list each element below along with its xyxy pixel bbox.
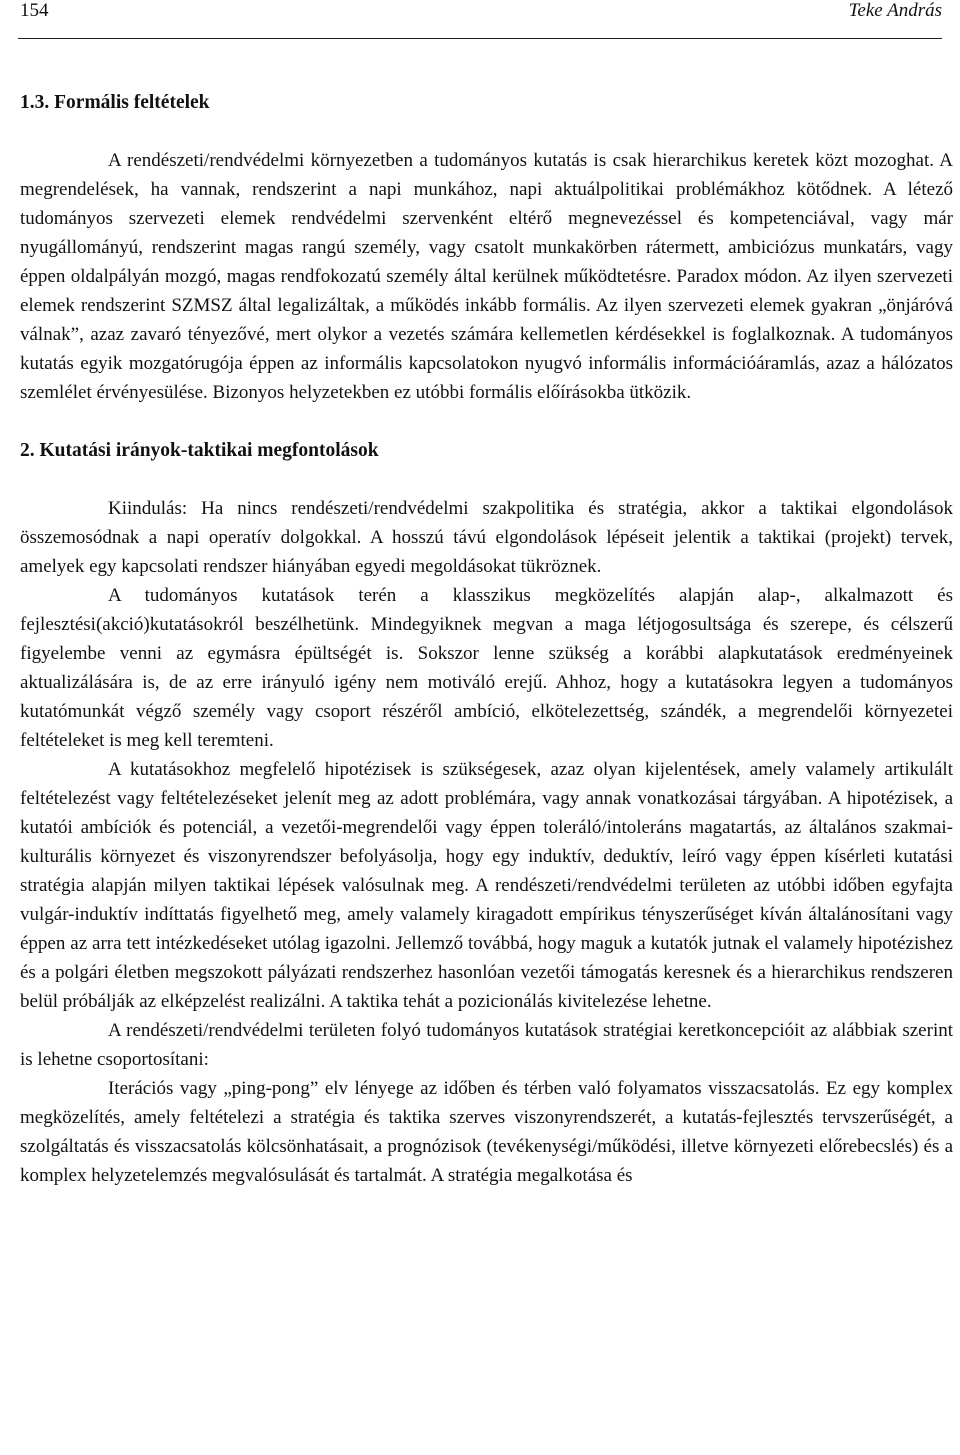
paragraph-2-1: Kiindulás: Ha nincs rendészeti/rendvédelmi szakpolitika és stratégia, akkor a taktikai elgondolások összemosódnak a napi operatív dolgokkal. A hosszú távú elgondolások lépéseit jelentik a taktikai (projekt) tervek, amelyek egy kapcsolati rendszer hiányában egyedi megoldásokat tükröznek. — [20, 498, 953, 577]
paragraph-2-2: A tudományos kutatások terén a klasszikus megközelítés alapján alap-, alkalmazott és fejlesztési(akció)kutatásokról beszélhetünk. Mindegyiknek megvan a maga létjogosultsága és szerepe, és célszerű figyelembe venni az egymásra épültségét is. Sokszor lenne szükség a korábbi alapkutatások eredményeinek aktualizálására is, de az erre irányuló igény nem motiváló erejű. Ahhoz, hogy a kutatásokra legyen a tudományos kutatómunkát végző személy vagy csoport részéről ambíció, elkötelezettség, szándék, a megrendelői környezetei feltételeket is meg kell teremteni. — [20, 585, 953, 751]
header-rule — [18, 38, 942, 39]
paragraph-1-3-1: A rendészeti/rendvédelmi környezetben a tudományos kutatás is csak hierarchikus keretek közt mozoghat. A megrendelések, ha vannak, rendszerint a napi munkához, napi aktuálpolitikai problémákhoz kötődnek. A létező tudományos szervezeti elemek rendvédelmi szervenként eltérő megnevezéssel és kompetenciával, vagy már nyugállományú, rendszerint magas rangú személy, vagy csatolt munkakörben rátermett, ambiciózus munkatárs, vagy éppen oldalpályán mozgó, magas rendfokozatú személy által kerülnek működtetésre. Paradox módon. Az ilyen szervezeti elemek rendszerint SZMSZ által legalizáltak, a működés inkább formális. Az ilyen szervezeti elemek gyakran „önjáróvá válnak”, azaz zavaró tényezővé, mert olykor a vezetés számára kellemetlen kérdésekkel is foglalkoznak. A tudományos kutatás egyik mozgatórugója éppen az informális kapcsolatokon nyugvó informális információáramlás, azaz a hálózatos szemlélet érvényesülése. Bizonyos helyzetekben ez utóbbi formális előírásokba ütközik. — [20, 150, 953, 403]
section-heading-2: 2. Kutatási irányok-taktikai megfontolások — [20, 440, 379, 461]
section-heading-1-3: 1.3. Formális feltételek — [20, 92, 210, 113]
page-body — [20, 88, 953, 1190]
paragraph-2-5: Iterációs vagy „ping-pong” elv lényege az időben és térben való folyamatos visszacsatolás. Ez egy komplex megközelítés, amely feltételezi a stratégia és taktika szerves viszonyrendszerét, a kutatás-fejlesztés tervszerűségét, a szolgáltatás és visszacsatolás kölcsönhatásait, a prognózisok (tevékenységi/működési, illetve környezeti előrebecslés) és a komplex helyzetelemzés megvalósulását és tartalmát. A stratégia megalkotása és — [20, 1078, 953, 1186]
paragraph-2-4: A rendészeti/rendvédelmi területen folyó tudományos kutatások stratégiai keretkoncepcióit az alábbiak szerint is lehetne csoportosítani: — [20, 1020, 953, 1070]
page-header — [18, 0, 942, 42]
paragraph-2-3: A kutatásokhoz megfelelő hipotézisek is szükségesek, azaz olyan kijelentések, amely valamely artikulált feltételezést vagy feltételezéseket jelenít meg az adott problémára, vagy annak vonatkozásai tárgyában. A hipotézisek, a kutatói ambíciók és potenciál, a vezetői-megrendelői vagy éppen toleráló/intoleráns magatartás, az általános szakmai-kulturális környezet és viszonyrendszer befolyásolja, hogy egy induktív, deduktív, leíró vagy éppen kísérleti kutatási stratégia alapján milyen taktikai lépések valósulnak meg. A rendészeti/rendvédelmi területen az utóbbi időben egyfajta vulgár-induktív indíttatás figyelhető meg, amely valamely kiragadott empírikus tényszerűséget kíván általánosítani vagy éppen az arra tett intézkedéseket utólag igazolni. Jellemző továbbá, hogy maguk a kutatók jutnak el valamely hipotézishez és a polgári életben megszokott pályázati rendszerhez hasonlóan vezetői támogatás keresnek és a hierarchikus rendszeren belül próbálják az elképzelést realizálni. A taktika tehát a pozicionálás kivitelezése lehetne. — [20, 759, 953, 1012]
running-head-author: Teke András — [848, 0, 942, 21]
page-number: 154 — [20, 0, 49, 21]
